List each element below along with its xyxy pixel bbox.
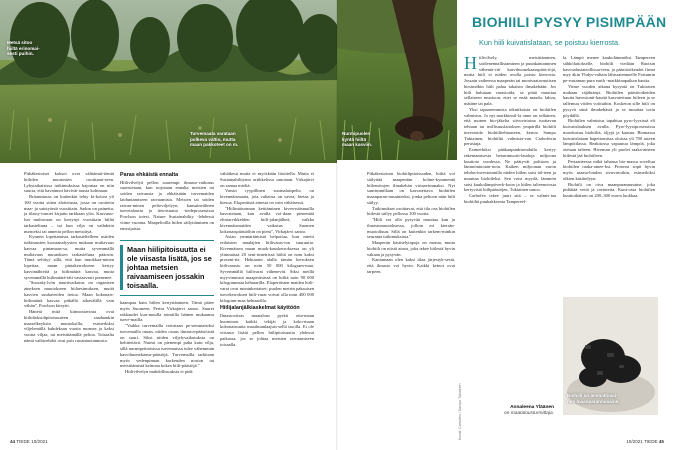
page-number: 45 (658, 439, 664, 444)
pullquote (120, 240, 214, 296)
paragraph: Biohiili on oiva maanparannusaine, joka pidättää vettä ja ravinteita. Kunt-ossa biohiilen kuutioikäisen on 200–300 euron luokkaa. (563, 181, 655, 198)
biochar-photo (563, 297, 658, 415)
pullquote-text: Maan hiilipitoisuutta ei ole viisasta lisätä, jos se johtaa metsien raivaamiseen jossakin toisaalla. (127, 245, 212, 290)
left-column-1 (24, 171, 114, 344)
magazine-name: TIEDE (644, 439, 658, 444)
paragraph: Viime vuoden aikana kysyntä on Tukiaisen mukaan räjähtänyt. Biohiilen päästöoikeiden kautta huvestonti-kauttä kasvatettuun hiileen ja se tallentuu viiden voittuihin. Kosketon sille hiili on pysyvä siinä ilmakehästä ja se muuttaa torin pöydällä. (563, 83, 655, 118)
caption-line: Metsä sitoo (7, 40, 33, 45)
center-photo-caption (190, 131, 238, 148)
issue-number: 10/2021 (626, 439, 643, 444)
paragraph: "Hiilimäisonnan keittäminen kiven-näismailla kasvatetaan, kun avalla voi-daan pienentää elintarvikkeiden hiili-jalanjälkeä, vaikka kivennäismaiden vaikutus Suomen kokonaispäästöihin on pieni", Virkajärvi sanoo. (220, 205, 314, 234)
paragraph: Asian ymmärtämistä helpottaa, kun mietti erilaisten maalajien hiilivaras-ton suuruutta. Kivennäisen maan muok-kauskerroksessa on yli ylimmässä 20 sent-timetrissä hiiltä on noin kaksi prosent-tia. Hehtaarin alalla tämän kerroksen hiilivarasto on noin 50 000 kilogram-maa. Syvemmällä hiilivarat vähenevät. Siksi meillä myyvimmisä maaperäsässä on hiiltä noin 90 000 kilogrammaa hehtaarilla. Eloperäisten maiden hiili-varat ovat moninkertaiset: puolen metrin paksuisen turvekerroksen hiili-varat voivat olla noin 400 000 kilogram-maa hehtaarilla. (220, 234, 314, 303)
left-photo-caption (7, 40, 40, 57)
forest-field-photo (0, 0, 337, 163)
caption-line: sesti puihin. (7, 51, 34, 57)
author-credit (462, 405, 554, 417)
paragraph: Esimerkiksi pääkaupunkiseudulla kertyy rakentamisesta betonimuotti-laudoja miljoona kuutiota vuodessa. Ne päätyvät polttoon ja lämmöntuotan-toon. Kaiken miljoonan euron tehdas-investoinnilla niiden hiilen saisi tal-teen ja muuttaa biohiileksi. Sen voisi myydä, lämmön saisi kaukolämpöverk-koon ja hiilen talteenotosta kertyvistä hiilipäästöjen, Tukiainen sanoo. (464, 147, 556, 193)
paragraph: "Vaikka turvemailla raivataan pe-semmaisiksi turvemailla ruuan, niiden osuus ilmastovpäästöistä on suuri. Siksi niiden viljelyvaikutuksia on kehitettävä. Nurmi on pienempi paha kuin vilja, sillä nurmipeittoisissa turvemaissa tulee vähemmän kasvihuonekaasu-päästöjä. Turvemailla tarkitaan myös vedenpinnan korkeuden noston tai metsittämistä keinona kokea hiili-päästöjä." (120, 323, 214, 369)
paragraph: Maaperän käsittelytapoja on monia, mutta biohiili on niistä ainoa, joka tekee hiilestä hyvin vakaan ja pysyvän. (367, 240, 455, 257)
paragraph: kaampaa kuin hiilen kerryttäminen. Tämä pätee myös Suomeen, Perttu Virkajärvi sanoo. Suuret rakkaudet kuu-muulla toimiilla häinen mukaansa turve-mailla. (120, 300, 214, 323)
caption-line: maan kasviin. (342, 142, 373, 148)
paragraph (464, 55, 556, 107)
bottom-photo-caption (567, 393, 620, 404)
section-heading: Paras ehkäistä ennalta (120, 172, 179, 178)
paragraph: "Suoraky1vön nauttivaikutus on organisen aineksen muutokseen hiilaesimuksen, muttä kasvien suuhaveiden tietoa. Maan kokonais-hiilimäärä kasvaa pitkällä aikavälillä vain vähän", Powlson kiteytti. (24, 280, 114, 309)
left-column-3 (220, 171, 314, 347)
paragraph: la. Lämpö menee kaukolämmöksi Tampereen sähkölaitokselle, biohiili viedään Ruotsin kasvualustateollisuu-teen, ja päästöoikeudet firma myy äkin Yhdys-valtain lähisraiennoelle Fortumin pe-rustaman pura earth -markkinapaikan kautta. (563, 55, 655, 83)
paragraph: Hänetä mitä kiinnostavinta ovat hiilidioksidipitoisuuteen saadaankin maaselkeyksin muutoksilla, esimerkiksi viljelemällä kahdeksan vuotta nurmea ja kaksi vuotta viljaa, tai metsittämällä peltoa. Toisaalta nämä vaihtoehdot ovat pois ruoantuotannosta. (24, 309, 114, 343)
right-photo-caption (342, 131, 372, 148)
caption-line: Nurmipuolen (342, 131, 371, 136)
paragraph: vähätkesä mutta ei myöskään liioittella. Mutta ei Sustainabilitymn artikkelissa sanotaan. Virkajärvi on samaa mieltä. (220, 171, 314, 188)
right-column-2 (563, 55, 655, 199)
caption-line: maan pakkoteet on m. (190, 142, 239, 148)
issue-number: 10/2021 (31, 439, 48, 444)
paragraph: Carbofex tekee juuri sitä – se valmis-taa biohiiltä puuhakkeesta Tampereel- (464, 193, 556, 204)
left-column-2 (120, 170, 214, 231)
paragraph: Hiilivilvelyn mahdollisuuksia ei pidä (125, 369, 193, 374)
paragraph: Ilmastoviisas maatalous pyrkii otta-maan huomioon kaikki tekijät ja koko-maan kokonaisuutta maailmanlaajuis-sellä tasolla. Ei ole viisasta lisätä pellon hiilipitoisuutta yhdessä paikassa, jos se johtaa metsien raivaamiseen toisaalla. (220, 312, 314, 347)
paragraph: Pitkäkestoisen biohiilipitoisuuden, hiiltä voi säilyttää maaperään kolme-kymmentä hiilensitojen ilmakehän virtaavimmaksi. Nyt suurimmillaan on kasvatettava biohiilen maanparan-nusaineeksi, jonka peltoon näin hiili säilyy. (367, 171, 455, 205)
paragraph: Biohiilen valmistus tapahtuu pyro-lyysissä eli kuivatislauksen avulla. Pyro-lyysiprosessissa muodostuu biohiiltä, öljyjä ja kaasua. Biomassa kuivatislataan hapettomissa oloissa yli 700 asteen lämpötilassa. Reaktiossa vapautuu lämpöä, joka otetaan talteen. Hiveman yli puolet raaka-aineen hiilestä jää biohiileen. (563, 118, 655, 158)
caption-line: kyntä hiiltä (342, 136, 366, 142)
article-subhead: Kun hiili kuivatislataan, se poistuu kierrosta. (479, 38, 621, 47)
right-page (337, 0, 674, 450)
drop-cap: H (464, 53, 477, 73)
author-name: Annaleena Yläänen (510, 405, 554, 410)
caption-line: hiiltä erinomai- (7, 45, 40, 51)
forest-field-illustration (0, 0, 337, 163)
caption-line: nen maanparannusaine. (567, 398, 620, 404)
right-folio (626, 439, 664, 444)
photo-credit: Kuvat: Carbofex / Sampo Tukiainen (458, 383, 462, 440)
paragraph: Pitkäkestoiset koksot ovat välttämät-tömiä hiiliden muutosten osoittami-seen. Lyhytaikaisissa tutkimuksissa hajontaa on niin suurta, että havainnot hävivät tausta kohinaan. (24, 171, 114, 194)
caption-line: polkeva valtio, mutta (190, 136, 236, 142)
grazing-cow-photo (337, 0, 457, 160)
paragraph: Hiilivilvelyä pellon suurempi ilmasto-vaikutus saavutetaan, kun torjutaan ennalta metsien tai soiden raivausta ja ehkäistään turvemaiden laiduntamiseen raivaamista. Metsien tai soiden raivaa-minen peltoviljelyyn, kansainvälinen turvetaloutta ja tietoisuutta -tiedeprosessissa Powlson totesi. Nature Sustainability -lehdessä viime vuonna. Maapeltoilla hiilen säilyttäminen on ensisijaista. (120, 179, 214, 231)
caption-line: Biohiili on ammattimai- (567, 393, 618, 398)
paragraph: Periaatteessa mikä tahansa bio-massa soveltuu biohiilen raaka-ainee-ksi. Prosessi sopii hyvin myös maata-louden sivuvirtoihin, esimerkiksi olkien käsittelyyn. (563, 158, 655, 181)
page-gutter (336, 0, 338, 450)
section-heading: Hiilijalanjälkiaskelmat käyttöön (220, 305, 300, 312)
article-headline: BIOHIILI PYSYY PISIMPÄÄN (472, 14, 667, 30)
left-folio (10, 439, 48, 444)
paragraph: "Hiili voi olla pysyvää muuttaa kun ja ilmastomuutoksessa, jolloin eri kierrän-muotoiluun. Sillä on kuitenkin tarkem-minkin seuranta tutkimuksissa." (367, 217, 455, 240)
paragraph-text: iilivilvely, metsittäminen, soidenennallistaminen ja puunkantaminen vähentä-vät kasvihuonekaasupääs-töjä, mutta hiili ei niiden avulla poistu kierrosta. Jossain vaiheessa maaperän tai monivaatavuutisen hirsimökin hiili palaa takaisin ilmakehään. Jos hiili halutaan varastoida, se pitää muuttaa sellaiseen muotoon, ettei se enää maadu, lahoa, mätäne tai pala. (464, 55, 556, 106)
left-column-2-continued (120, 300, 214, 375)
right-column-0 (367, 171, 455, 275)
caption-line: Turvemaata varataan (190, 131, 236, 136)
paragraph: Kynnön lopettamista tarkasteltelleen usiiden tutkimusten koostanalyysien mukaan multavuus kasvaa pintamaas-sa, mutta syvemmällä multavuus muutoksen tarkasteluna pääosin. Tämä selittyy sillä, että kun muokkaa-minen lopettaa, maan pintakerrokseen kertyy kasvintähteitä ja hiilimäärä kasvaa, mutta syvemmällä hiilimäärä-täti vastaavasti pienenee. (24, 234, 114, 280)
pullquote-bar (120, 245, 123, 290)
paragraph: Varsin ryypillinen suomalaispelto on kivennäismaata, jota valtaosa on savea, hietaa ja hiesua. Eloperäistä ainesta on vain vähäisessä. (220, 188, 314, 205)
magazine-name: TIEDE (16, 439, 30, 444)
paragraph: Yksi tapaaremmista tekniikoista on biohiilen valmistus. Jo nyt markkinoil-la onne on sellainen, että monen bio-jäkelta siivuvirtoina tuottavan tehtaan tai teollisuuslaitoksen ympärillä biohiili investoida biohiilitehtaaseen, kertoo Sampo Tukiainen, biohiiltä valmista-van Carbofexin perustaja. (464, 106, 556, 147)
right-column-1 (464, 55, 556, 205)
author-role: on maatalousturmittaja. (504, 411, 554, 416)
page-number: 44 (10, 439, 16, 444)
paragraph: Britanniassa on kuitenkin tehty ki-koitoa yli 160 vuotta sitten aloitetusta, jossa on osoitettu maa- ja satotyöntä vuosittain. Sadon on painettu, ja tilasty-tomiet kirjattu tarkkaan ylös. Kasvuuu-lun multavaan on kertynyt vuosittain hiiltä tarkasteltuna – tai kun vilja on vaihdettu nurmeksi tai annettu pellon metsittyä. (24, 194, 114, 234)
paragraph: Tutkimukset osoittavat, että tila osa biohiilen hiilestä säilyy pellossa 100 vuotta. (367, 205, 455, 217)
paragraph: Kantamaan olen kaksi tilaa järjestyk-sestä, että ilmasto voi hyvin. Kaikki keinot ovat tarpeen. (367, 257, 455, 274)
